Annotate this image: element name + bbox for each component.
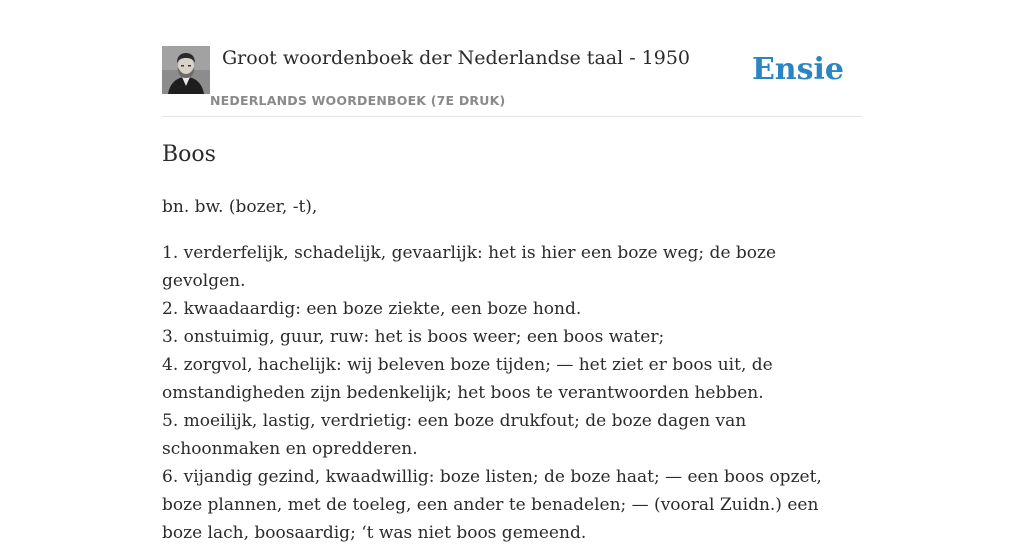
definition-item: 5. moeilijk, lastig, verdrietig: een boze drukfout; de boze dagen van schoonmaken en opredderen.: [162, 411, 747, 459]
definition-list: [162, 239, 862, 547]
entry-title: Boos: [162, 142, 216, 167]
author-portrait-icon: [162, 46, 210, 94]
book-title[interactable]: Groot woordenboek der Nederlandse taal - 1950: [222, 47, 691, 69]
ensie-logo-link[interactable]: Ensie: [751, 52, 844, 87]
definition-item: 2. kwaadaardig: een boze ziekte, een boze hond.: [162, 299, 582, 319]
definition-item: 4. zorgvol, hachelijk: wij beleven boze tijden; — het ziet er boos uit, de omstandigheden zijn bedenkelijk; het boos te verantwoorden hebben.: [162, 355, 773, 403]
author-avatar[interactable]: [162, 46, 210, 94]
definition-item: 3. onstuimig, guur, ruw: het is boos weer; een boos water;: [162, 327, 665, 347]
definition-item: 1. verderfelijk, schadelijk, gevaarlijk: het is hier een boze weg; de boze gevolgen.: [162, 243, 777, 291]
page: [162, 0, 862, 543]
entry-grammar: bn. bw. (bozer, -t),: [162, 197, 318, 217]
book-header: [162, 0, 862, 117]
book-subtitle: NEDERLANDS WOORDENBOEK (7E DRUK): [210, 93, 506, 108]
definition-item: 6. vijandig gezind, kwaadwillig: boze listen; de boze haat; — een boos opzet, boze plannen, met de toeleg, een ander te benadelen; — (vooral Zuidn.) een boze lach, boosaardig; ‘t was niet boos gemeend.: [162, 467, 822, 543]
